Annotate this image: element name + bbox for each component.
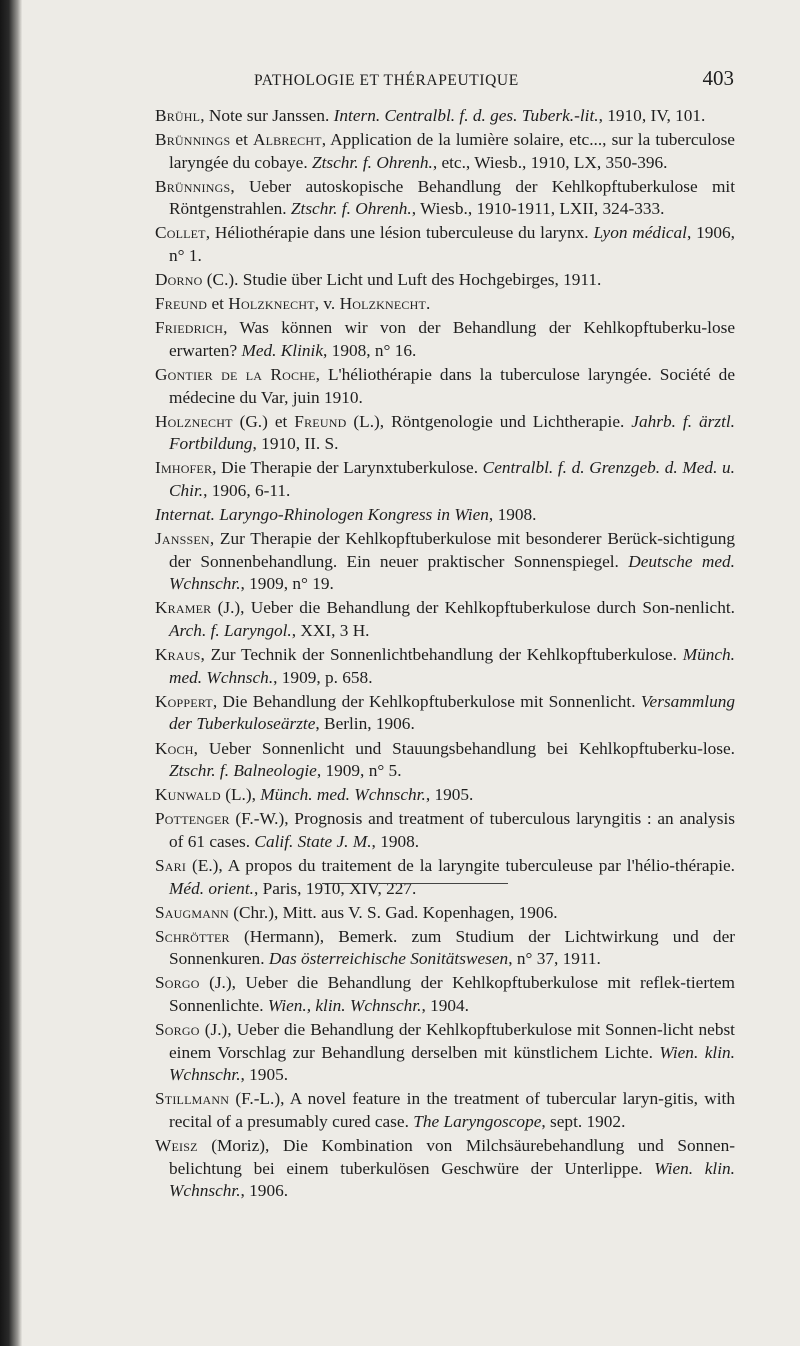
entry-journal-title: Méd. orient.	[169, 878, 254, 898]
entry-text: , 1908.	[488, 505, 537, 525]
entry-author: Holzknecht	[228, 294, 315, 314]
entry-text: , Héliothérapie dans une lésion tuberculeuse du larynx.	[205, 223, 594, 243]
bibliography-entry	[155, 902, 735, 925]
entry-text: , 1905.	[240, 1065, 289, 1085]
entry-author: Sorgo	[155, 1020, 200, 1040]
bibliography-entry	[155, 528, 735, 596]
entry-journal-title: Med. Klinik	[241, 340, 324, 360]
entry-journal-title: Wien. klin. Wchnschr.	[169, 1042, 735, 1085]
entry-journal-title: Versammlung der Tuberkuloseärzte	[169, 691, 735, 734]
bibliography-entry	[155, 808, 735, 853]
entry-author: Saugmann	[155, 902, 229, 922]
entry-journal-title: Intern. Centralbl. f. d. ges. Tuberk.-lit.	[333, 106, 599, 125]
entry-text: (L.), Röntgenologie und Lichtherapie.	[346, 411, 632, 431]
entry-text: , L'héliothérapie dans la tuberculose laryngée. Société de médecine du Var, juin 1910.	[169, 365, 735, 407]
page-number: 403	[702, 66, 734, 90]
entry-journal-title: Deutsche med. Wchnschr.	[169, 551, 735, 594]
entry-text: .	[426, 294, 431, 314]
entry-author: Brünnings	[155, 130, 231, 150]
entry-author: Brünnings	[155, 176, 231, 196]
entry-author: Sorgo	[155, 973, 200, 993]
entry-text: , Ueber autoskopische Behandlung der Kehlkopftuberkulose mit Röntgenstrahlen.	[169, 176, 735, 219]
entry-author: Collet	[155, 223, 206, 243]
bibliography-entry	[155, 269, 735, 292]
bibliography-list	[155, 105, 735, 1204]
entry-text: (J.), Ueber die Behandlung der Kehlkopftuberkulose mit reflek-tiertem Sonnenlichte.	[169, 973, 735, 1016]
entry-text: , Die Behandlung der Kehlkopftuberkulose mit Sonnenlicht.	[212, 691, 641, 711]
entry-text: , Note sur Janssen.	[200, 106, 334, 125]
bibliography-entry	[155, 1135, 735, 1203]
entry-author: Stillmann	[155, 1089, 230, 1109]
entry-author: Kramer	[155, 598, 212, 618]
entry-text: (G.) et	[232, 411, 295, 431]
entry-text: , Ueber Sonnenlicht und Stauungsbehandlung bei Kehlkopftuberku-lose.	[193, 738, 735, 758]
bibliography-entry	[155, 691, 735, 736]
entry-text: (F.-L.), A novel feature in the treatment of tubercular laryn-gitis, with recital of a presumably cured case.	[169, 1089, 735, 1132]
entry-text: , Berlin, 1906.	[315, 714, 415, 734]
entry-text: , Wiesb., 1910-1911, LXII, 324-333.	[411, 199, 665, 219]
entry-journal-title: Calif. State J. M.	[254, 831, 372, 851]
entry-author: Albrecht	[252, 130, 322, 150]
running-head	[254, 66, 734, 91]
entry-text: , 1910, IV, 101.	[598, 106, 706, 125]
entry-text: , Zur Therapie der Kehlkopftuberkulose mit besonderer Berück-sichtigung der Sonnenbehandlung. Ein neuer praktischer Sonnenspiegel.	[169, 529, 735, 571]
bibliography-entry	[155, 411, 735, 456]
entry-author: Kraus	[155, 645, 201, 665]
bibliography-entry	[155, 972, 735, 1017]
entry-text: , 1906, n° 1.	[169, 223, 735, 266]
entry-journal-title: Wien. klin. Wchnschr.	[169, 1158, 735, 1201]
entry-text: , etc., Wiesb., 1910, LX, 350-396.	[432, 152, 668, 172]
entry-journal-title: Arch. f. Laryngol.	[169, 621, 292, 641]
entry-journal-title: Wien., klin. Wchnschr.	[267, 996, 422, 1016]
bibliography-entry	[155, 738, 735, 783]
entry-text: (Hermann), Bemerk. zum Studium der Lichtwirkung und der Sonnenkuren.	[169, 926, 735, 969]
bibliography-entry	[155, 364, 735, 409]
bibliography-entry	[155, 293, 735, 316]
entry-author: Koch	[155, 738, 194, 758]
bibliography-entry	[155, 317, 735, 362]
entry-journal-title: Internat. Laryngo-Rhinologen Kongress in Wien	[155, 505, 489, 525]
entry-text: , 1909, n° 19.	[240, 574, 334, 594]
entry-text: (L.),	[220, 785, 261, 805]
entry-author: Brühl	[155, 106, 201, 125]
entry-text: (C.). Studie über Licht und Luft des Hochgebirges, 1911.	[202, 270, 602, 290]
entry-author: Janssen	[155, 529, 210, 549]
entry-text: et	[207, 294, 229, 314]
entry-author: Weisz	[155, 1136, 198, 1156]
bibliography-entry	[155, 222, 735, 267]
entry-author: Gontier de la Roche	[155, 365, 316, 385]
bibliography-entry	[155, 855, 735, 900]
bibliography-entry	[155, 105, 735, 128]
entry-journal-title: Das österreichische Sonitätswesen	[268, 949, 509, 969]
end-rule	[322, 883, 508, 884]
entry-text: , 1909, p. 658.	[273, 667, 373, 687]
bibliography-entry	[155, 644, 735, 689]
bibliography-entry	[155, 1019, 735, 1087]
entry-text: , Die Therapie der Larynxtuberkulose.	[212, 458, 483, 478]
entry-text: (F.-W.), Prognosis and treatment of tuberculous laryngitis : an analysis of 61 cases.	[169, 809, 735, 851]
entry-journal-title: Ztschr. f. Ohrenh.	[311, 152, 433, 172]
entry-text: , n° 37, 1911.	[508, 949, 601, 969]
entry-text: (J.), Ueber die Behandlung der Kehlkopftuberkulose mit Sonnen-licht nebst einem Vorschlag zur Behandlung derselben mit künstlichem Lichte.	[169, 1020, 735, 1062]
bibliography-entry	[155, 129, 735, 174]
entry-author: Holznecht	[155, 411, 233, 431]
entry-journal-title: Ztschr. f. Balneologie	[169, 761, 317, 781]
entry-author: Schrötter	[155, 926, 230, 946]
entry-author: Friedrich	[155, 318, 224, 338]
bibliography-entry	[155, 457, 735, 502]
entry-text: , 1906.	[240, 1181, 289, 1201]
entry-journal-title: The Laryngoscope	[413, 1112, 542, 1132]
entry-text: (E.), A propos du traitement de la laryngite tuberculeuse par l'hélio-thérapie.	[186, 856, 735, 875]
entry-text: , Zur Technik der Sonnenlichtbehandlung der Kehlkopftuberkulose.	[200, 645, 683, 665]
bibliography-entry	[155, 597, 735, 642]
entry-author: Koppert	[155, 691, 213, 711]
entry-journal-title: Jahrb. f. ärztl. Fortbildung	[169, 411, 735, 454]
book-gutter-shadow	[0, 0, 22, 1346]
entry-text: , 1905.	[425, 785, 474, 805]
entry-text: (Chr.), Mitt. aus V. S. Gad. Kopenhagen, 1906.	[228, 902, 558, 922]
bibliography-entry	[155, 926, 735, 971]
entry-text: , 1906, 6-11.	[203, 481, 291, 500]
entry-journal-title: Münch. med. Wchnschr.	[260, 785, 426, 805]
entry-text: , 1904.	[421, 996, 469, 1016]
entry-author: Holzknecht	[339, 294, 427, 314]
bibliography-entry	[155, 784, 735, 807]
book-page	[22, 0, 800, 1346]
entry-text: , sept. 1902.	[541, 1112, 626, 1132]
entry-journal-title: Centralbl. f. d. Grenzgeb. d. Med. u. Chir.	[169, 458, 735, 500]
entry-author: Kunwald	[155, 785, 221, 805]
entry-author: Imhofer	[155, 458, 213, 478]
entry-text: , XXI, 3 H.	[291, 621, 370, 641]
entry-text: , v.	[314, 294, 340, 314]
entry-text: , Was können wir von der Behandlung der Kehlkopftuberku-lose erwarten?	[169, 318, 735, 360]
entry-author: Pottenger	[155, 809, 230, 829]
entry-author: Freund	[294, 411, 347, 431]
entry-text: , 1909, n° 5.	[316, 761, 402, 781]
entry-text: (J.), Ueber die Behandlung der Kehlkopftuberkulose durch Son-nenlicht.	[211, 598, 735, 618]
entry-author: Dorno	[155, 270, 203, 290]
entry-text: , Paris, 1910, XIV, 227.	[253, 878, 417, 898]
entry-author: Freund	[155, 294, 208, 314]
entry-text: , 1908, n° 16.	[323, 340, 417, 360]
running-title: PATHOLOGIE ET THÉRAPEUTIQUE	[254, 72, 519, 89]
entry-journal-title: Münch. med. Wchnsch.	[169, 645, 735, 687]
entry-text: , 1908.	[371, 831, 420, 851]
bibliography-entry	[155, 504, 735, 527]
entry-text: et	[230, 130, 253, 150]
entry-text: , Application de la lumière solaire, etc..., sur la tuberculose laryngée du cobaye.	[169, 130, 735, 172]
bibliography-entry	[155, 176, 735, 221]
entry-text: (Moriz), Die Kombination von Milchsäurebehandlung und Sonnen-belichtung bei einem tuberkulösen Geschwüre der Unterlippe.	[169, 1136, 735, 1178]
bibliography-entry	[155, 1088, 735, 1133]
entry-journal-title: Ztschr. f. Ohrenh.	[290, 199, 412, 219]
entry-journal-title: Lyon médical	[593, 223, 687, 243]
entry-text: , 1910, II. S.	[252, 434, 339, 454]
entry-author: Sari	[155, 856, 187, 875]
